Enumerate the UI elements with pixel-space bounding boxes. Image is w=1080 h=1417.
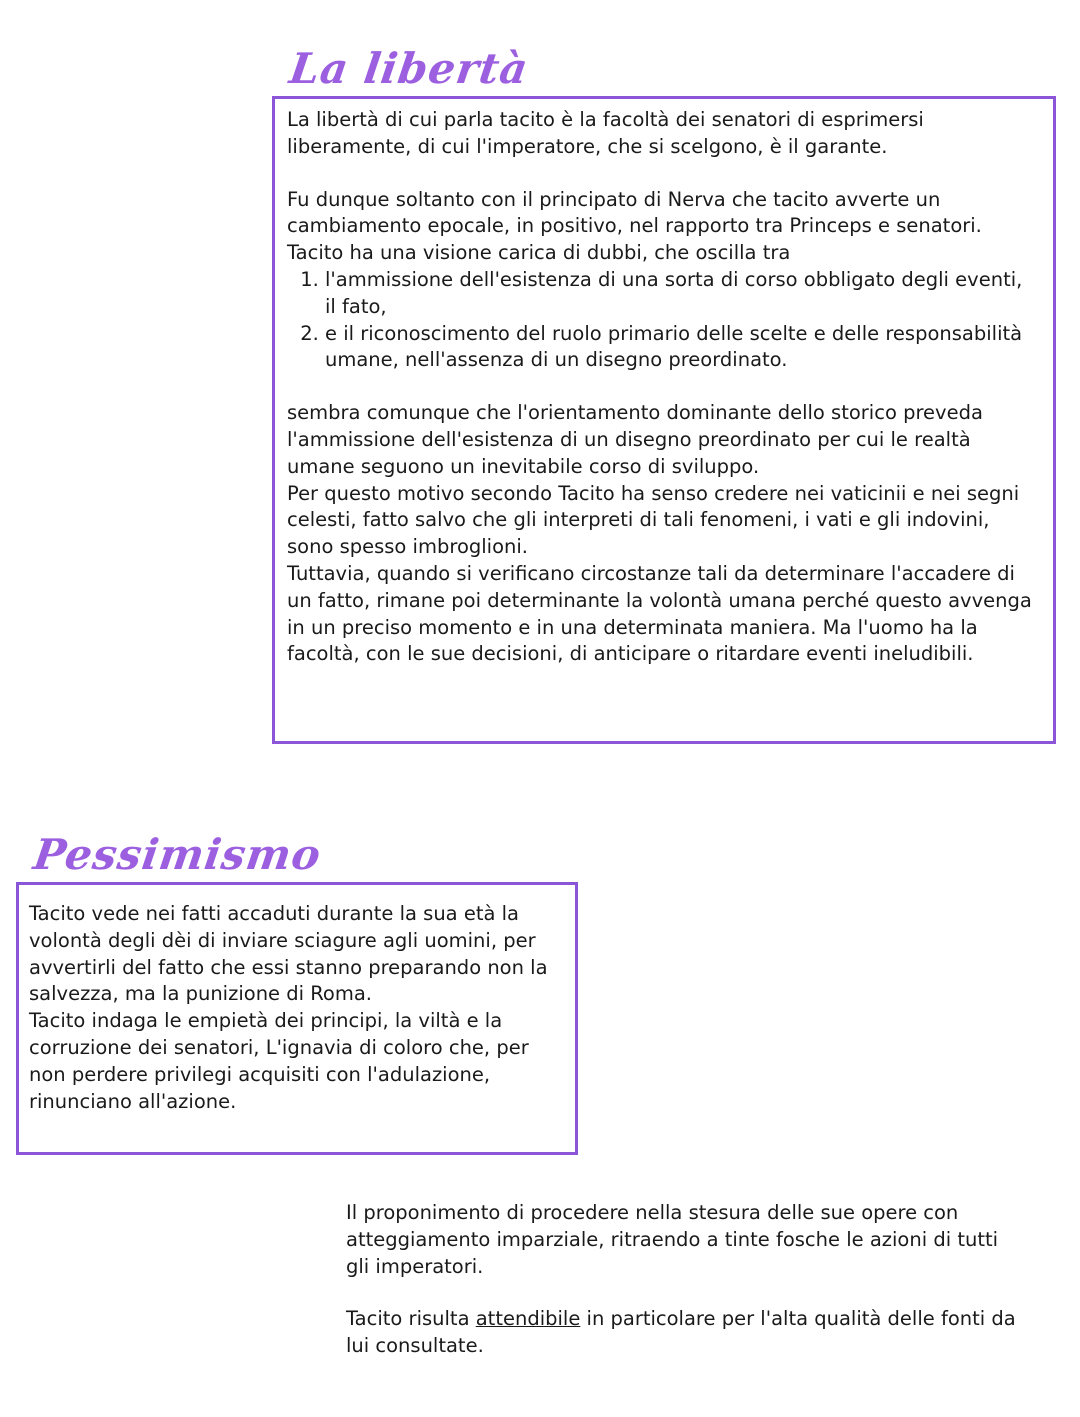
liberta-paragraph-5: Per questo motivo secondo Tacito ha senso credere nei vaticinii e nei segni celesti, fatto salvo che gli interpreti di tali fenomeni, i vati e gli indovini, sono spesso imbroglioni.	[287, 481, 1020, 559]
liberta-list	[287, 267, 1039, 374]
liberta-paragraph-2: Fu dunque soltanto con il principato di Nerva che tacito avverte un cambiamento epocale, in positivo, nel rapporto tra Princeps e senatori.	[287, 187, 982, 238]
liberta-paragraph-3: Tacito ha una visione carica di dubbi, che oscilla tra	[287, 241, 791, 265]
pessimismo-box	[16, 882, 578, 1155]
liberta-paragraph-4: sembra comunque che l'orientamento dominante dello storico preveda l'ammissione dell'esistenza di un disegno preordinato per cui le realtà umane seguono un inevitabile corso di sviluppo.	[287, 401, 983, 478]
liberta-paragraph-6: Tuttavia, quando si verificano circostanze tali da determinare l'accadere di un fatto, rimane poi determinante la volontà umana perché questo avvenga in un preciso momento e in una determinata maniera. Ma l'uomo ha la facoltà, con le sue decisioni, di anticipare o ritardare eventi ineludibili.	[287, 561, 1032, 666]
liberta-box	[272, 96, 1056, 744]
conclusione-text-end: in particolare per l'alta qualità delle fonti da lui consultate.	[346, 1307, 1016, 1358]
pessimismo-title: Pessimismo	[30, 830, 325, 879]
conclusione-paragraph-1: Il proponimento di procedere nella stesura delle sue opere con atteggiamento imparziale, ritraendo a tinte fosche le azioni di tutti gli imperatori.	[346, 1201, 999, 1278]
pessimismo-paragraph-1: Tacito vede nei fatti accaduti durante la sua età la volontà degli dèi di inviare sciagure agli uomini, per avvertirli del fatto che essi stanno preparando non la salvezza, ma la punizione di Roma.	[29, 902, 548, 1006]
liberta-title: La libertà	[286, 44, 532, 93]
liberta-paragraph-1: La libertà di cui parla tacito è la facoltà dei senatori di esprimersi liberamente, di cui l'imperatore, che si scelgono, è il garante.	[287, 108, 924, 158]
attendibile-underlined: attendibile	[475, 1307, 581, 1331]
conclusione-paragraph-2	[346, 1306, 1026, 1360]
list-item: 1. l'ammissione dell'esistenza di una sorta di corso obbligato degli eventi, il fato,	[325, 267, 1039, 321]
pessimismo-paragraph-2: Tacito indaga le empietà dei principi, la viltà e la corruzione dei senatori, L'ignavia di coloro che, per non perdere privilegi acquisiti con l'adulazione, rinunciano all'azione.	[29, 1009, 529, 1113]
conclusione-text	[346, 1200, 1026, 1360]
list-item: 2. e il riconoscimento del ruolo primario delle scelte e delle responsabilità umane, nell'assenza di un disegno preordinato.	[325, 321, 1039, 375]
conclusione-text-start: Tacito risulta	[346, 1307, 476, 1331]
